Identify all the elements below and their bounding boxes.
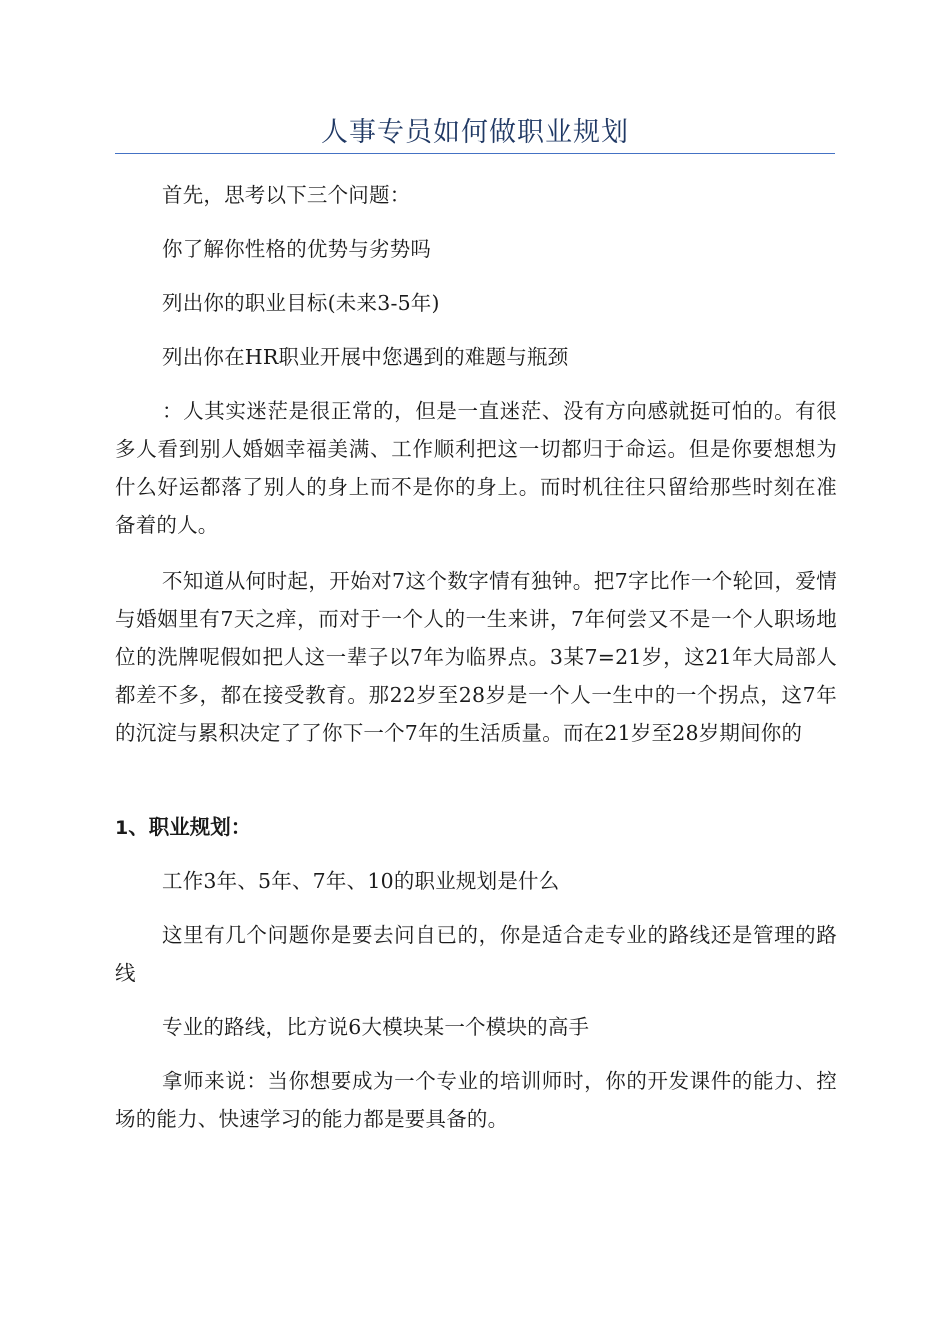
paragraph-career-years: 工作3年、5年、7年、10的职业规划是什么 xyxy=(162,869,560,893)
paragraph-seven-years: 不知道从何时起，开始对7这个数字情有独钟。把7字比作一个轮回，爱情与婚姻里有7天之痒，而对于一个人的一生来讲，7年何尝又不是一个人职场地位的洗牌呢假如把人这一辈子以7年为临界点。3某7=21岁，这21年大局部人都差不多，都在接受教育。那22岁至28岁是一个人一生中的一个拐点，这7年的沉淀与累积决定了了你下一个7年的生活质量。而在21岁至28岁期间你的 xyxy=(115,569,837,745)
document-title: 人事专员如何做职业规划 xyxy=(321,117,629,148)
paragraph-confusion: ：人其实迷茫是很正常的，但是一直迷茫、没有方向感就挺可怕的。有很多人看到别人婚姻幸福美满、工作顺利把这一切都归于命运。但是你要想想为什么好运都落了别人的身上而不是你的身上。而时机往往只留给那些时刻在准备着的人。 xyxy=(115,399,837,537)
section-heading-career-plan xyxy=(115,808,835,847)
paragraph-professional-route: 专业的路线，比方说6大模块某一个模块的高手 xyxy=(162,1015,590,1039)
paragraph-question-1: 你了解你性格的优势与劣势吗 xyxy=(162,237,432,261)
paragraph-ask-yourself: 这里有几个问题你是要去问自已的，你是适合走专业的路线还是管理的路线 xyxy=(115,923,837,985)
paragraph-question-3: 列出你在HR职业开展中您遇到的难题与瓶颈 xyxy=(162,345,569,369)
paragraph-intro: 首先，思考以下三个问题： xyxy=(162,183,411,207)
paragraph-trainer-example: 拿师来说：当你想要成为一个专业的培训师时，你的开发课件的能力、控场的能力、快速学习的能力都是要具备的。 xyxy=(115,1069,837,1131)
section-number: 1 xyxy=(115,817,129,839)
paragraph-question-2: 列出你的职业目标(未来3-5年) xyxy=(162,291,440,315)
title-underline xyxy=(115,153,835,154)
section-label: 、职业规划： xyxy=(128,815,252,839)
